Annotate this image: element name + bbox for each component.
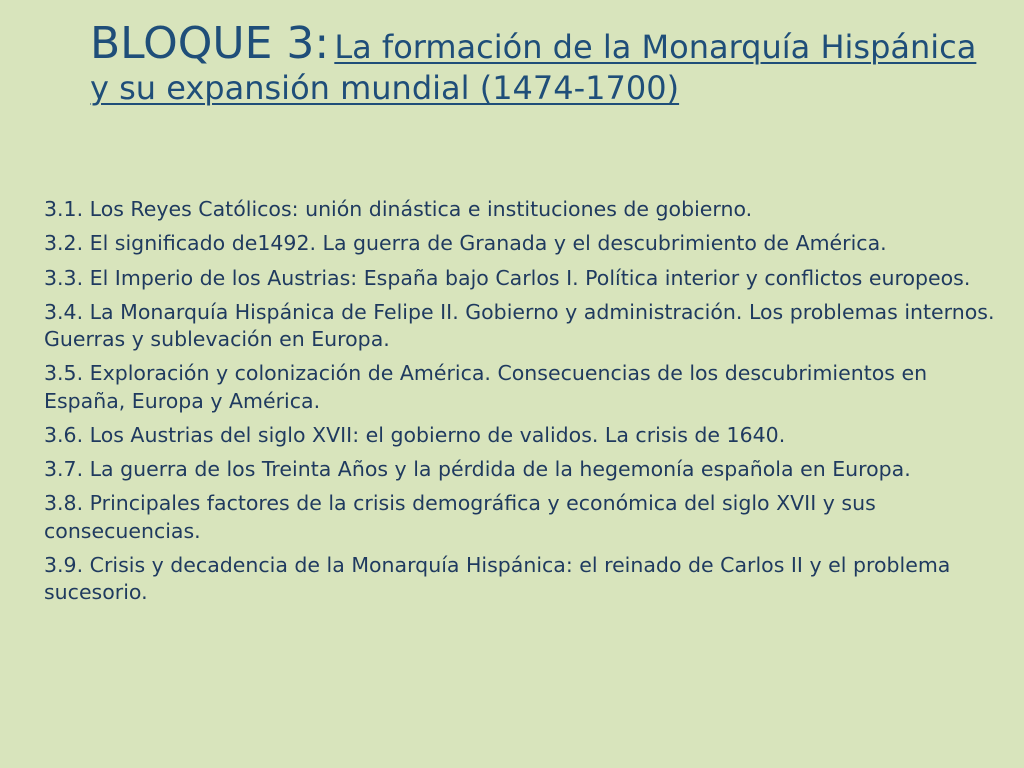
slide-title: [90, 18, 990, 108]
topic-item-3-8: 3.8. Principales factores de la crisis demográfica y económica del siglo XVII y sus consecuencias.: [44, 491, 876, 543]
topic-item-3-1: 3.1. Los Reyes Católicos: unión dinástica e instituciones de gobierno.: [44, 197, 753, 221]
topic-item-3-3: 3.3. El Imperio de los Austrias: España bajo Carlos I. Política interior y conflictos europeos.: [44, 265, 971, 290]
topic-item-3-2: 3.2. El significado de1492. La guerra de Granada y el descubrimiento de América.: [44, 231, 887, 256]
title-prefix: BLOQUE 3:: [90, 18, 330, 69]
topic-item-3-9: 3.9. Crisis y decadencia de la Monarquía Hispánica: el reinado de Carlos II y el problema sucesorio.: [44, 552, 951, 604]
topic-item-3-4: 3.4. La Monarquía Hispánica de Felipe II. Gobierno y administración. Los problemas internos. Guerras y sublevación en Europa.: [44, 299, 995, 351]
topic-item-3-5: 3.5. Exploración y colonización de América. Consecuencias de los descubrimientos en España, Europa y América.: [44, 361, 928, 413]
topic-item-3-7: 3.7. La guerra de los Treinta Años y la pérdida de la hegemonía española en Europa.: [44, 457, 911, 481]
topic-list: [44, 196, 1004, 613]
topic-item-3-6: 3.6. Los Austrias del siglo XVII: el gobierno de validos. La crisis de 1640.: [44, 422, 786, 447]
title-subtitle: La formación de la Monarquía Hispánica y su expansión mundial (1474-1700): [90, 28, 977, 107]
